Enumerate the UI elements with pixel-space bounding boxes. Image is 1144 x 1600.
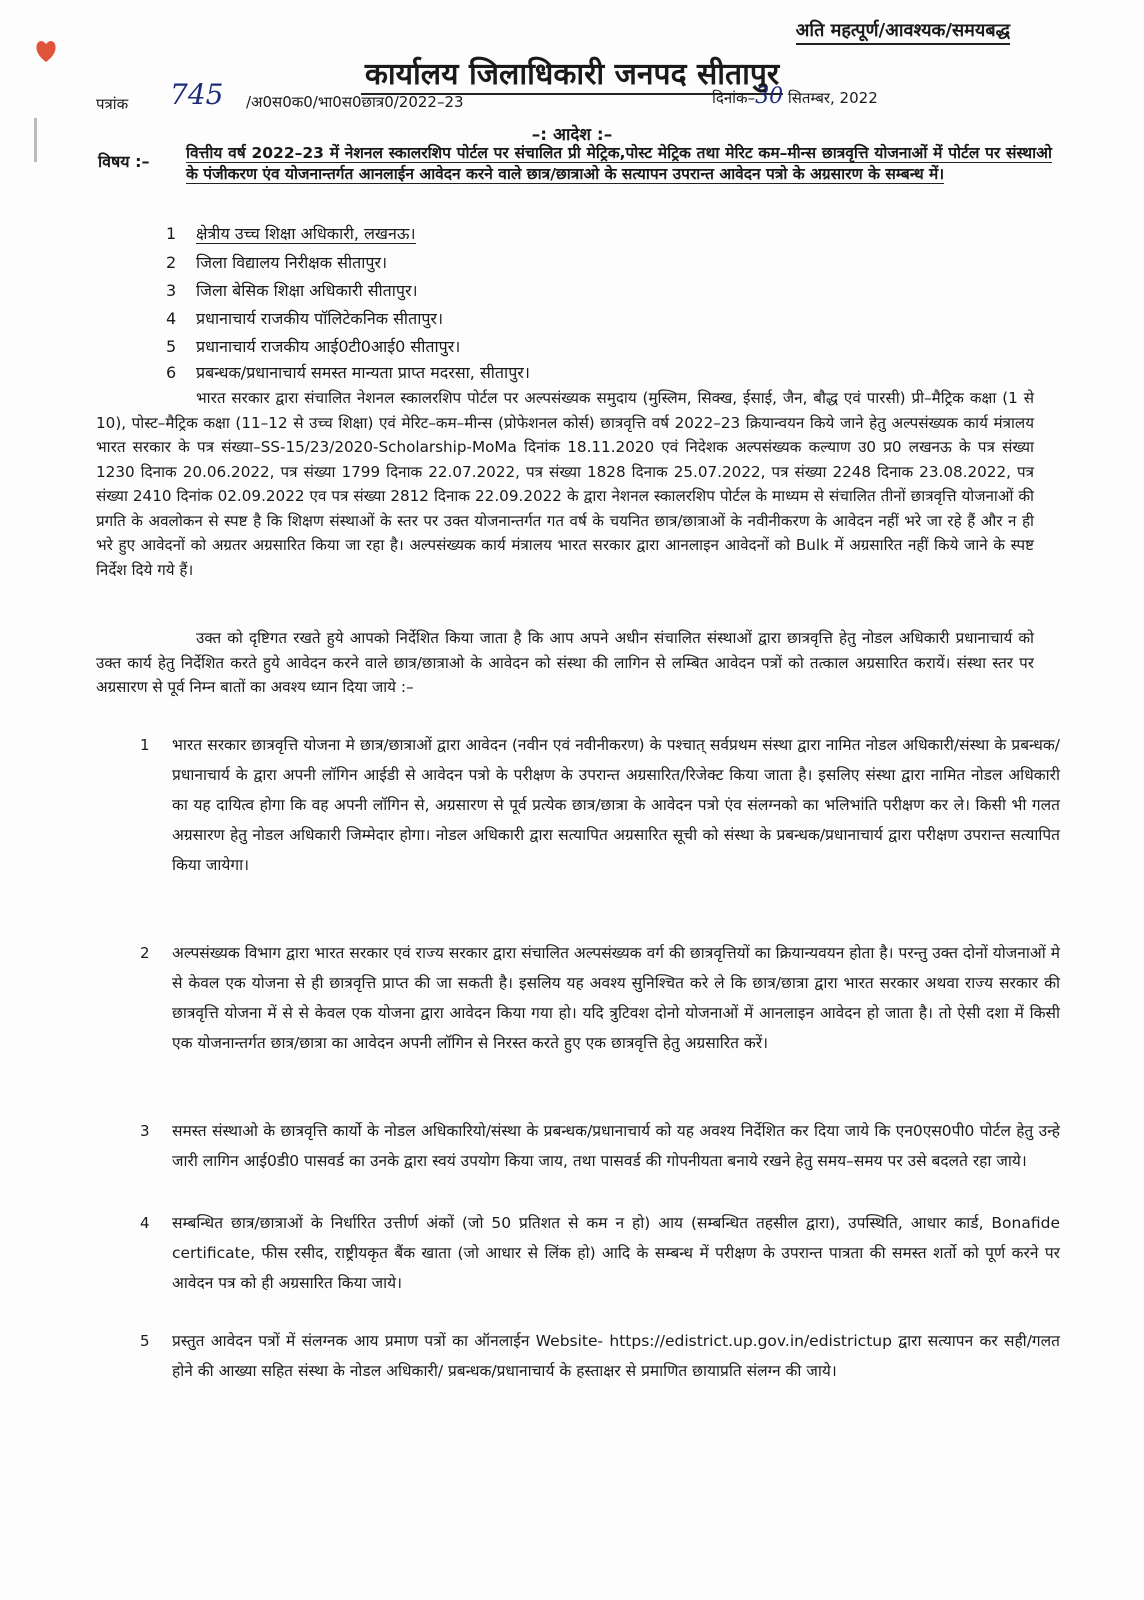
- subject-text-content: वित्तीय वर्ष 2022–23 में नेशनल स्कालरशिप पोर्टल पर संचालित प्री मेट्रिक,पोस्ट मेट्रिक तथा मेरिट कम–मीन्स छात्रवृत्ति योजनाओं में पोर्टल पर संस्थाओ के पंजीकरण एंव योजनान्तर्गत आनलाईन आवेदन करने वाले छात्र/छात्राओ के सत्यापन उपरान्त आवेदन पत्रो के अग्रसारण के सम्बन्ध में।: [186, 144, 1052, 183]
- addressee-text: प्रधानाचार्य राजकीय पॉलिटेकनिक सीतापुर।: [196, 309, 444, 328]
- addressee-number: 6: [166, 363, 177, 382]
- point-number: 2: [140, 944, 150, 962]
- office-title-text: कार्यालय जिलाधिकारी जनपद सीतापुर: [361, 57, 783, 95]
- addressee-text: प्रबन्धक/प्रधानाचार्य समस्त मान्यता प्राप्त मदरसा, सीतापुर।: [196, 363, 530, 382]
- order-title: –: आदेश :–: [531, 125, 613, 145]
- ref-code: /अ0स0क0/भा0स0छात्र0/2022–23: [246, 93, 464, 111]
- point-item: [140, 1208, 1060, 1298]
- addressee-item: [166, 335, 460, 357]
- addressee-number: 3: [166, 281, 177, 300]
- body-paragraph-2: उक्त को दृष्टिगत रखते हुये आपको निर्देशित किया जाता है कि आप अपने अधीन संचालित संस्थाओं द्वारा छात्रवृत्ति हेतु नोडल अधिकारी प्रधानाचार्य को उक्त कार्य हेतु निर्देशित करते हुये आवेदन करने वाले छात्र/छात्राओ के आवेदन को संस्था की लागिन से लम्बित आवेदन पत्रों को तत्काल अग्रसारित करायें। संस्था स्तर पर अग्रसारण से पूर्व निम्न बातों का अवश्य ध्यान दिया जाये :–: [96, 629, 1034, 696]
- addressee-item: [166, 361, 530, 383]
- point-number: 1: [140, 736, 150, 754]
- point-number: 3: [140, 1122, 150, 1140]
- date-label: दिनांक–: [712, 89, 756, 107]
- ref-label: पत्रांक: [96, 95, 129, 113]
- point-text: प्रस्तुत आवेदन पत्रों में संलग्नक आय प्रमाण पत्रों का ऑनलाईन Website- https://edistrict.up.gov.in/edistrictup द्वारा सत्यापन कर सही/गलत होने की आख्या सहित संस्था के नोडल अधिकारी/ प्रबन्धक/प्रधानाचार्य के हस्ताक्षर से प्रमाणित छायाप्रति संलग्न की जाये।: [172, 1332, 1060, 1380]
- body-paragraph-1: भारत सरकार द्वारा संचालित नेशनल स्कालरशिप पोर्टल पर अल्पसंख्यक समुदाय (मुस्लिम, सिक्ख, ईसाई, जैन, बौद्ध एवं पारसी) प्री–मैट्रिक कक्षा (1 से 10), पोस्ट–मैट्रिक कक्षा (11–12 से उच्च शिक्षा) एवं मेरिट–कम–मीन्स (प्रोफेशनल कोर्स) छात्रवृत्ति वर्ष 2022–23 क्रियान्वयन किये जाने हेतु अल्पसंख्यक कार्य मंत्रालय भारत सरकार के पत्र संख्या–SS-15/23/2020-Scholarship-MoMa दिनांक 18.11.2020 एवं निदेशक अल्पसंख्यक कल्याण उ0 प्र0 लखनऊ के पत्र संख्या 1230 दिनाक 20.06.2022, पत्र संख्या 1799 दिनाक 22.07.2022, पत्र संख्या 1828 दिनाक 25.07.2022, पत्र संख्या 2248 दिनाक 23.08.2022, पत्र संख्या 2410 दिनांक 02.09.2022 एव पत्र संख्या 2812 दिनाक 22.09.2022 के द्वारा नेशनल स्कालरशिप पोर्टल के माध्यम से संचालित तीनों छात्रवृत्ति योजनाओं की प्रगति के अवलोकन से स्पष्ट है कि शिक्षण संस्थाओं के स्तर पर उक्त योजनान्तर्गत गत वर्ष के चयनित छात्र/छात्राओं के नवीनीकरण के आवेदन नहीं भरे जा रहे हैं और न ही भरे हुए आवेदनों को अग्रतर अग्रसारित किया जा रहा है। अल्पसंख्यक कार्य मंत्रालय भारत सरकार द्वारा आनलाइन आवेदनों को Bulk में अग्रसारित नहीं किये जाने के स्पष्ट निर्देश दिये गये हैं।: [96, 389, 1034, 579]
- date-day-handwritten: 30: [755, 84, 784, 109]
- ref-number-handwritten: 745: [170, 78, 224, 111]
- addressee-number: 5: [166, 337, 177, 356]
- point-item: [140, 938, 1060, 1058]
- point-number: 5: [140, 1332, 150, 1350]
- point-text: भारत सरकार छात्रवृत्ति योजना मे छात्र/छात्राओं द्वारा आवेदन (नवीन एवं नवीनीकरण) के पश्चात् सर्वप्रथम संस्था द्वारा नामित नोडल अधिकारी/संस्था के प्रबन्धक/प्रधानाचार्य के द्वारा अपनी लॉगिन आईडी से आवेदन पत्रो के परीक्षण के उपरान्त अग्रसारित/रिजेक्ट किया जाता है। इसलिए संस्था द्वारा नामित नोडल अधिकारी का यह दायित्व होगा कि वह अपनी लॉगिन से, अग्रसारण से पूर्व प्रत्येक छात्र/छात्रा के आवेदन पत्रो एंव संलग्नको का भलिभांति परीक्षण कर ले। किसी भी गलत अग्रसारण हेतु नोडल अधिकारी जिम्मेदार होगा। नोडल अधिकारी द्वारा सत्यापित अग्रसारित सूची को संस्था के प्रबन्धक/प्रधानाचार्य द्वारा परीक्षण उपरान्त सत्यापित किया जायेगा।: [172, 736, 1060, 874]
- date-line: [712, 84, 878, 109]
- addressee-text: क्षेत्रीय उच्च शिक्षा अधिकारी, लखनऊ।: [196, 224, 416, 243]
- addressee-text: जिला विद्यालय निरीक्षक सीतापुर।: [196, 253, 388, 272]
- addressee-item: [166, 279, 418, 301]
- addressee-number: 2: [166, 253, 177, 272]
- subject-text: [186, 143, 1052, 185]
- point-item: [140, 1326, 1060, 1386]
- point-number: 4: [140, 1214, 150, 1232]
- subject-label: विषय :–: [98, 152, 150, 171]
- addressee-text: प्रधानाचार्य राजकीय आई0टी0आई0 सीतापुर।: [196, 337, 461, 356]
- addressee-number: 1: [166, 224, 177, 243]
- urgency-label: अति महत्पूर्ण/आवश्यक/समयबद्ध: [796, 18, 1010, 45]
- point-text: समस्त संस्थाओ के छात्रवृत्ति कार्यो के नोडल अधिकारियो/संस्था के प्रबन्धक/प्रधानाचार्य को यह अवश्य निर्देशित कर दिया जाये कि एन0एस0पी0 पोर्टल हेतु उन्हे जारी लागिन आई0डी0 पासवर्ड का उनके द्वारा स्वयं उपयोग किया जाय, तथा पासवर्ड की गोपनीयता बनाये रखने हेतु समय–समय पर उसे बदलते रहा जाये।: [172, 1122, 1060, 1170]
- reference-line: [96, 94, 128, 114]
- point-item: [140, 1116, 1060, 1176]
- addressee-item: [166, 222, 416, 244]
- addressee-item: [166, 251, 387, 273]
- date-rest: सितम्बर, 2022: [787, 89, 878, 107]
- addressee-item: [166, 307, 443, 329]
- addressee-number: 4: [166, 309, 177, 328]
- addressee-text: जिला बेसिक शिक्षा अधिकारी सीतापुर।: [196, 281, 418, 300]
- point-item: [140, 730, 1060, 880]
- point-text: सम्बन्धित छात्र/छात्राओं के निर्धारित उत्तीर्ण अंकों (जो 50 प्रतिशत से कम न हो) आय (सम्बन्धित तहसील द्वारा), उपस्थिति, आधार कार्ड, Bonafide certificate, फीस रसीद, राष्ट्रीयकृत बैंक खाता (जो आधार से लिंक हो) आदि के सम्बन्ध में परीक्षण के उपरान्त पात्रता की समस्त शर्तो को पूर्ण करने पर आवेदन पत्र को ही अग्रसारित किया जाये।: [172, 1214, 1060, 1292]
- point-text: अल्पसंख्यक विभाग द्वारा भारत सरकार एवं राज्य सरकार द्वारा संचालित अल्पसंख्यक वर्ग की छात्रवृत्तियों का क्रियान्यवयन होता है। परन्तु उक्त दोनों योजनाओं मे से केवल एक योजना से ही छात्रवृत्ति प्राप्त की जा सकती है। इसलिय यह अवश्य सुनिश्चित करे ले कि छात्र/छात्रा द्वारा भारत सरकार अथवा राज्य सरकार की छात्रवृत्ति योजना में से से केवल एक योजना द्वारा आवेदन किया गया हो। यदि त्रुटिवश दोनो योजनाओं में आनलाइन आवेदन हो जाता है। तो ऐसी दशा में किसी एक योजनान्तर्गत छात्र/छात्रा का आवेदन अपनी लॉगिन से निरस्त करते हुए एक छात्रवृत्ति हेतु अग्रसारित करें।: [172, 944, 1060, 1052]
